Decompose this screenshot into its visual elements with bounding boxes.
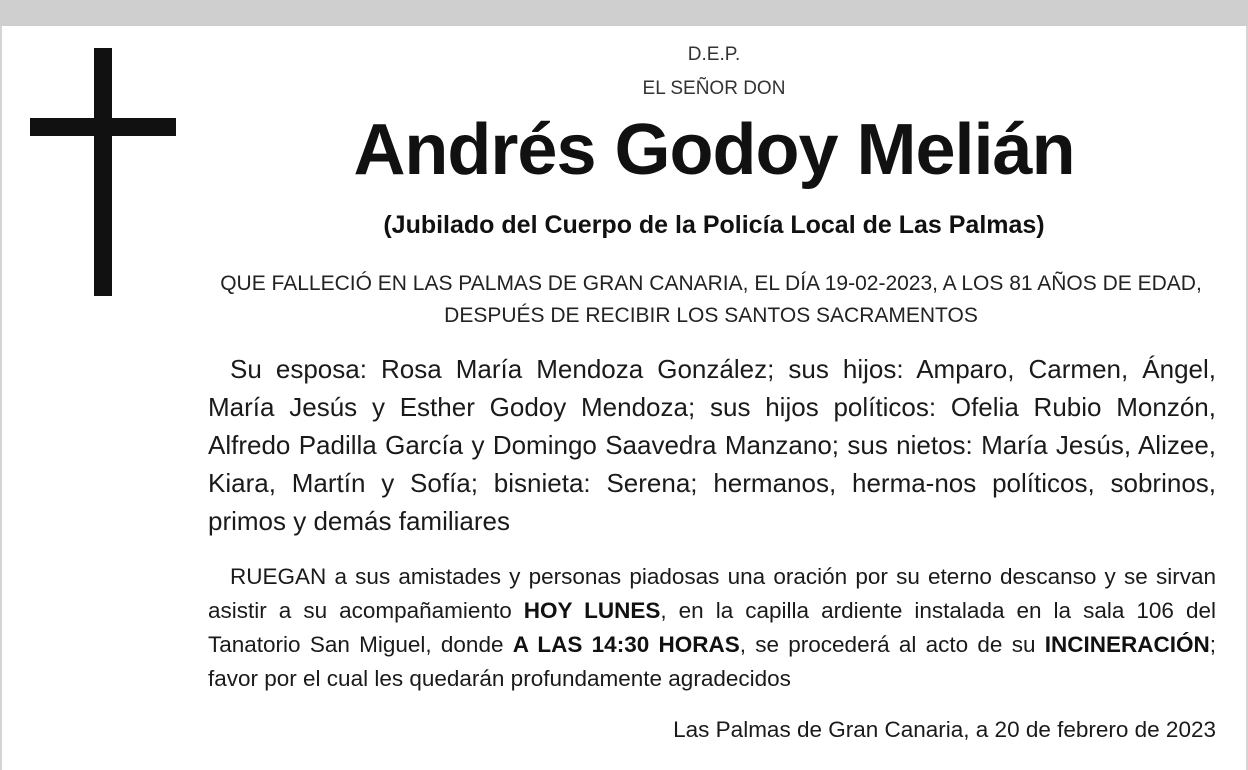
- ceremony-text-3: , se procederá al acto de su: [739, 632, 1045, 657]
- ceremony-time: A LAS 14:30 HORAS: [512, 632, 740, 657]
- death-announcement: QUE FALLECIÓ EN LAS PALMAS DE GRAN CANARIA, EL DÍA 19-02-2023, A LOS 81 AÑOS DE EDAD, DESPUÉS DE RECIBIR LOS SANTOS SACRAMENTOS: [220, 272, 1202, 327]
- ceremony-text-4: ; favor por el cual les quedarán profundamente agradecidos: [208, 632, 1216, 691]
- honorific-label: EL SEÑOR DON: [642, 78, 786, 99]
- ceremony-day: HOY LUNES: [523, 598, 661, 623]
- top-border-bar: [0, 0, 1248, 26]
- family-paragraph: Su esposa: Rosa María Mendoza González; sus hijos: Amparo, Carmen, Ángel, María Jesús y Esther Godoy Mendoza; sus hijos políticos: Ofelia Rubio Monzón, Alfredo Padilla García y Domingo Saavedra Manzano; sus nietos: María Jesús, Alizee, Kiara, Martín y Sofía; bisnieta: Serena; hermanos, herma-nos políticos, sobrinos, primos y demás familiares: [208, 354, 1216, 536]
- deceased-name: Andrés Godoy Melián: [353, 110, 1075, 190]
- cross-horizontal-bar: [30, 118, 176, 136]
- dep-label: D.E.P.: [687, 44, 741, 65]
- left-border: [0, 26, 2, 770]
- cross-icon: [30, 48, 176, 296]
- ceremony-type: INCINERACIÓN: [1044, 632, 1210, 657]
- ceremony-text-1: RUEGAN a sus amistades y personas piadosas una oración por su eterno descanso y se sirvan asistir a su acompañamiento: [208, 564, 1216, 623]
- cross-vertical-bar: [94, 48, 112, 296]
- place-date: Las Palmas de Gran Canaria, a 20 de febrero de 2023: [673, 717, 1216, 742]
- ceremony-text-2: , en la capilla ardiente instalada en la sala 106 del Tanatorio San Miguel, donde: [208, 598, 1216, 657]
- deceased-subtitle: (Jubilado del Cuerpo de la Policía Local de Las Palmas): [383, 211, 1045, 239]
- ceremony-paragraph: [208, 560, 1216, 696]
